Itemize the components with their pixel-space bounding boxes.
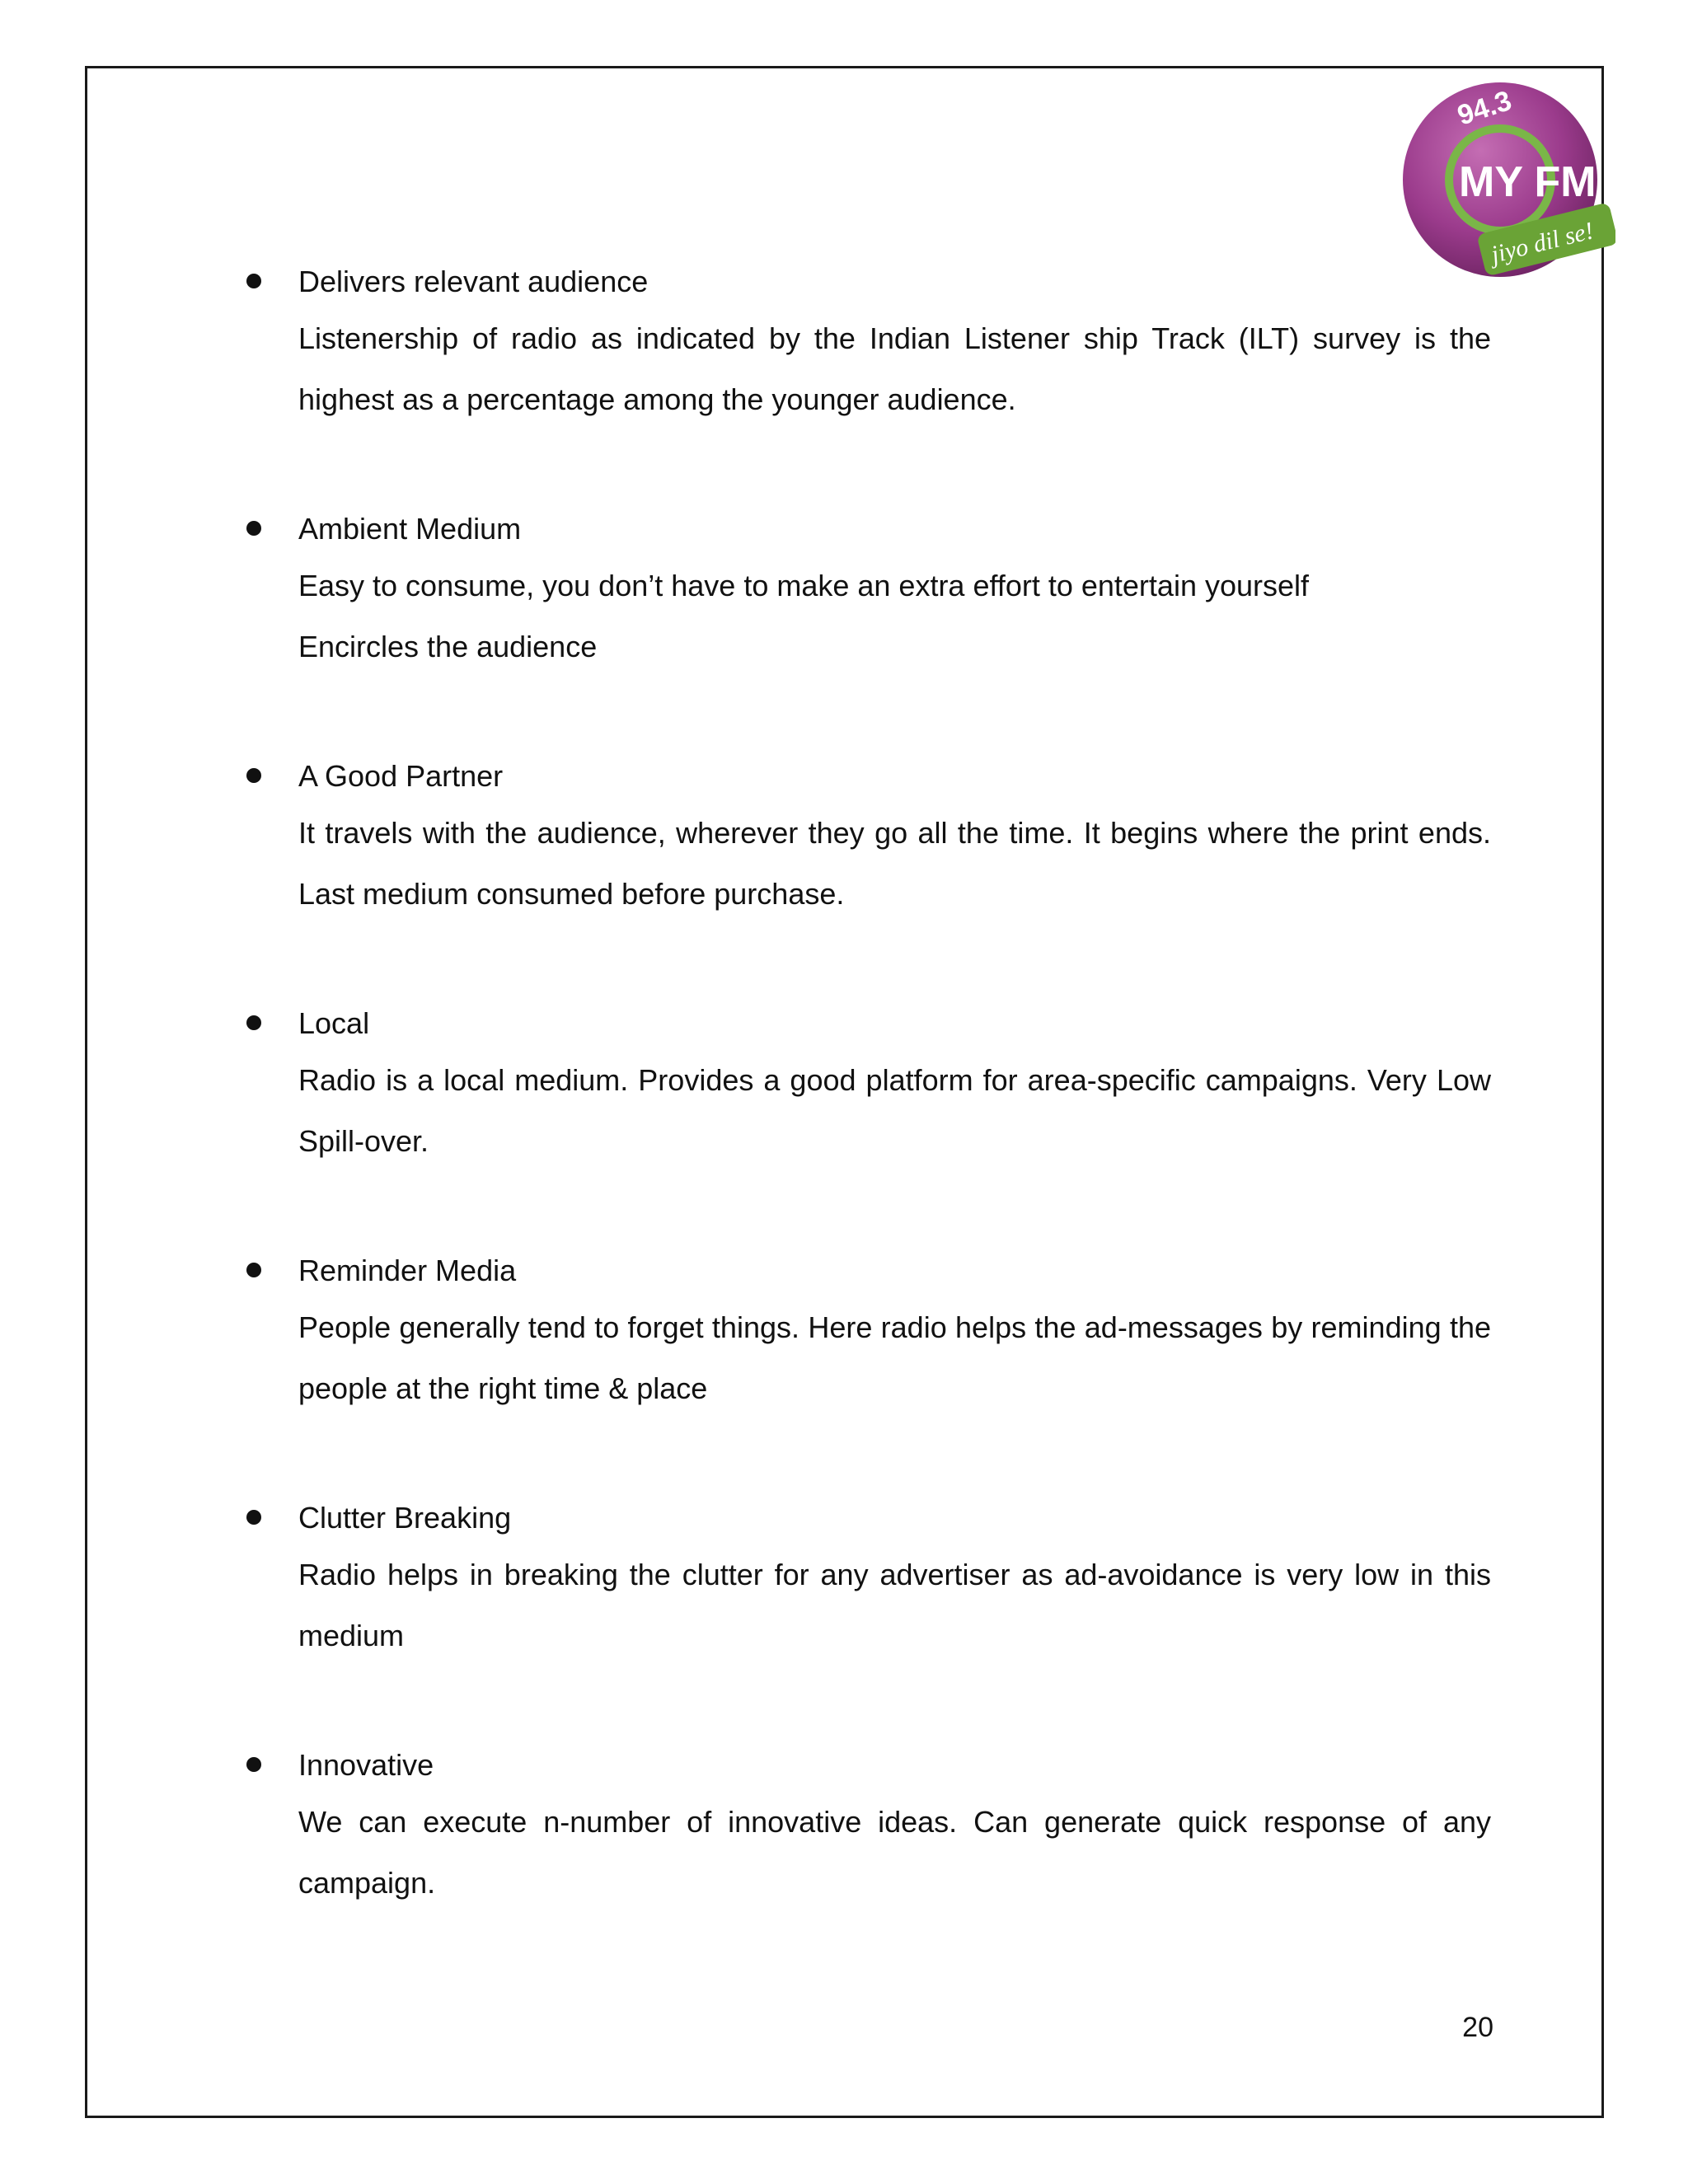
myfm-logo [1397,74,1615,280]
item-description: Listenership of radio as indicated by the Indian Listener ship Track (ILT) survey is the highest as a percentage among the younger audience. [298,321,1491,416]
item-heading: Ambient Medium [298,512,522,546]
list-item [245,1492,1491,1666]
bullet-icon [246,768,261,783]
item-description: It travels with the audience, wherever they go all the time. It begins where the print ends. Last medium consumed before purchase. [298,816,1491,911]
list-item [245,1244,1491,1419]
list-item [245,997,1491,1172]
bullet-icon [246,1263,261,1277]
list-item [245,503,1491,677]
item-description: Radio is a local medium. Provides a good platform for area-specific campaigns. Very Low Spill-over. [298,1063,1491,1158]
item-description: People generally tend to forget things. Here radio helps the ad-messages by reminding the people at the right time & place [298,1310,1491,1405]
item-description-line: Encircles the audience [298,630,598,663]
item-heading: A Good Partner [298,759,504,793]
list-item [245,750,1491,925]
item-heading: Delivers relevant audience [298,265,649,298]
item-description: Radio helps in breaking the clutter for any advertiser as ad-avoidance is very low in this medium [298,1558,1491,1652]
logo-tagline: jiyo dil se! [1488,217,1597,269]
bullet-icon [246,274,261,288]
item-description: We can execute n-number of innovative ideas. Can generate quick response of any campaign. [298,1805,1491,1900]
item-heading: Clutter Breaking [298,1501,512,1535]
feature-list [245,255,1491,1986]
page-number: 20 [1462,2012,1493,2043]
bullet-icon [246,1015,261,1030]
logo-brand: MY FM [1459,158,1597,206]
list-item [245,255,1491,430]
bullet-icon [246,521,261,536]
item-description-line: Easy to consume, you don’t have to make an extra effort to entertain yourself [298,569,1310,602]
logo-frequency: 94.3 [1453,85,1516,132]
item-heading: Local [298,1006,370,1040]
bullet-icon [246,1757,261,1772]
list-item [245,1739,1491,1914]
item-heading: Innovative [298,1748,434,1782]
bullet-icon [246,1510,261,1525]
item-heading: Reminder Media [298,1254,517,1287]
